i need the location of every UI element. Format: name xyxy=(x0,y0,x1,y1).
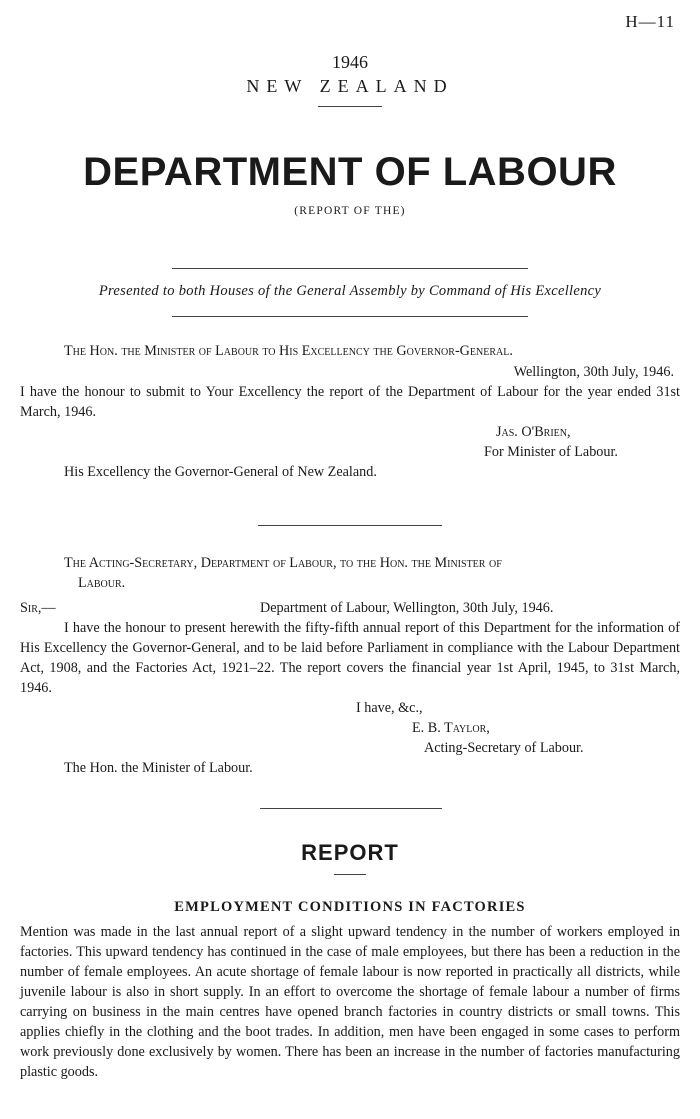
letter2-body: I have the honour to present herewith the fifty-fifth annual report of this Department for the information of His Excellency the Governor-General, and to be laid before Parliament in compliance with the Labour Department Act, 1908, and the Factories Act, 1921–22. The report covers the financial year 1st April, 1945, to 31st March, 1946. xyxy=(20,620,680,696)
letter2-closing: I have, &c., xyxy=(356,700,423,716)
letter2-sir: Sir,— xyxy=(20,600,56,616)
letter2-salutation: The Acting-Secretary, Department of Labour, to the Hon. the Minister of xyxy=(64,555,502,571)
letter1-signature-title: For Minister of Labour. xyxy=(484,444,618,460)
letter2-salutation-continued: Labour. xyxy=(78,575,126,591)
divider-rule xyxy=(318,106,382,107)
letter2-addressee: The Hon. the Minister of Labour. xyxy=(64,760,253,776)
publication-year: 1946 xyxy=(332,52,368,72)
letter2-signature: E. B. Taylor, xyxy=(412,720,490,736)
divider-rule xyxy=(260,808,442,809)
department-title: DEPARTMENT OF LABOUR xyxy=(83,150,617,194)
letter2-signature-title: Acting-Secretary of Labour. xyxy=(424,740,584,756)
divider-rule xyxy=(258,525,442,526)
divider-rule xyxy=(172,268,528,269)
letter1-body: I have the honour to submit to Your Excellency the report of the Department of Labour for the year ended 31st March, 1946. xyxy=(20,384,680,420)
letter1-addressee: His Excellency the Governor-General of New Zealand. xyxy=(64,464,377,480)
letter2-place-date: Department of Labour, Wellington, 30th July, 1946. xyxy=(260,600,554,616)
country-heading: NEW ZEALAND xyxy=(246,76,454,96)
letter1-signature: Jas. O'Brien, xyxy=(496,424,571,440)
section-heading: EMPLOYMENT CONDITIONS IN FACTORIES xyxy=(174,899,526,915)
report-subtitle: (REPORT OF THE) xyxy=(294,205,406,217)
divider-rule xyxy=(334,874,366,875)
presentation-line: Presented to both Houses of the General Assembly by Command of His Excellency xyxy=(98,283,602,299)
report-paragraph: Mention was made in the last annual report of a slight upward tendency in the number of workers employed in factories. This upward tendency has continued in the case of male employees, but there has been a reduction in the number of female employees. An acute shortage of female labour is now reported in practically all districts, while juvenile labour is also in short supply. In an effort to overcome the shortage of female labour a number of firms carrying on business in the main centres have opened branch factories in country districts or small towns. This applies chiefly in the clothing and the boot trades. In addition, men have been engaged in some cases to perform work previously done exclusively by women. There has been an increase in the number of factories manufacturing plastic goods. xyxy=(20,924,680,1080)
letter1-place-date: Wellington, 30th July, 1946. xyxy=(513,364,674,380)
divider-rule xyxy=(172,316,528,317)
report-title: REPORT xyxy=(301,840,399,865)
document-reference: H—11 xyxy=(625,12,675,31)
letter1-salutation: The Hon. the Minister of Labour to His Excellency the Governor-General. xyxy=(64,343,513,359)
